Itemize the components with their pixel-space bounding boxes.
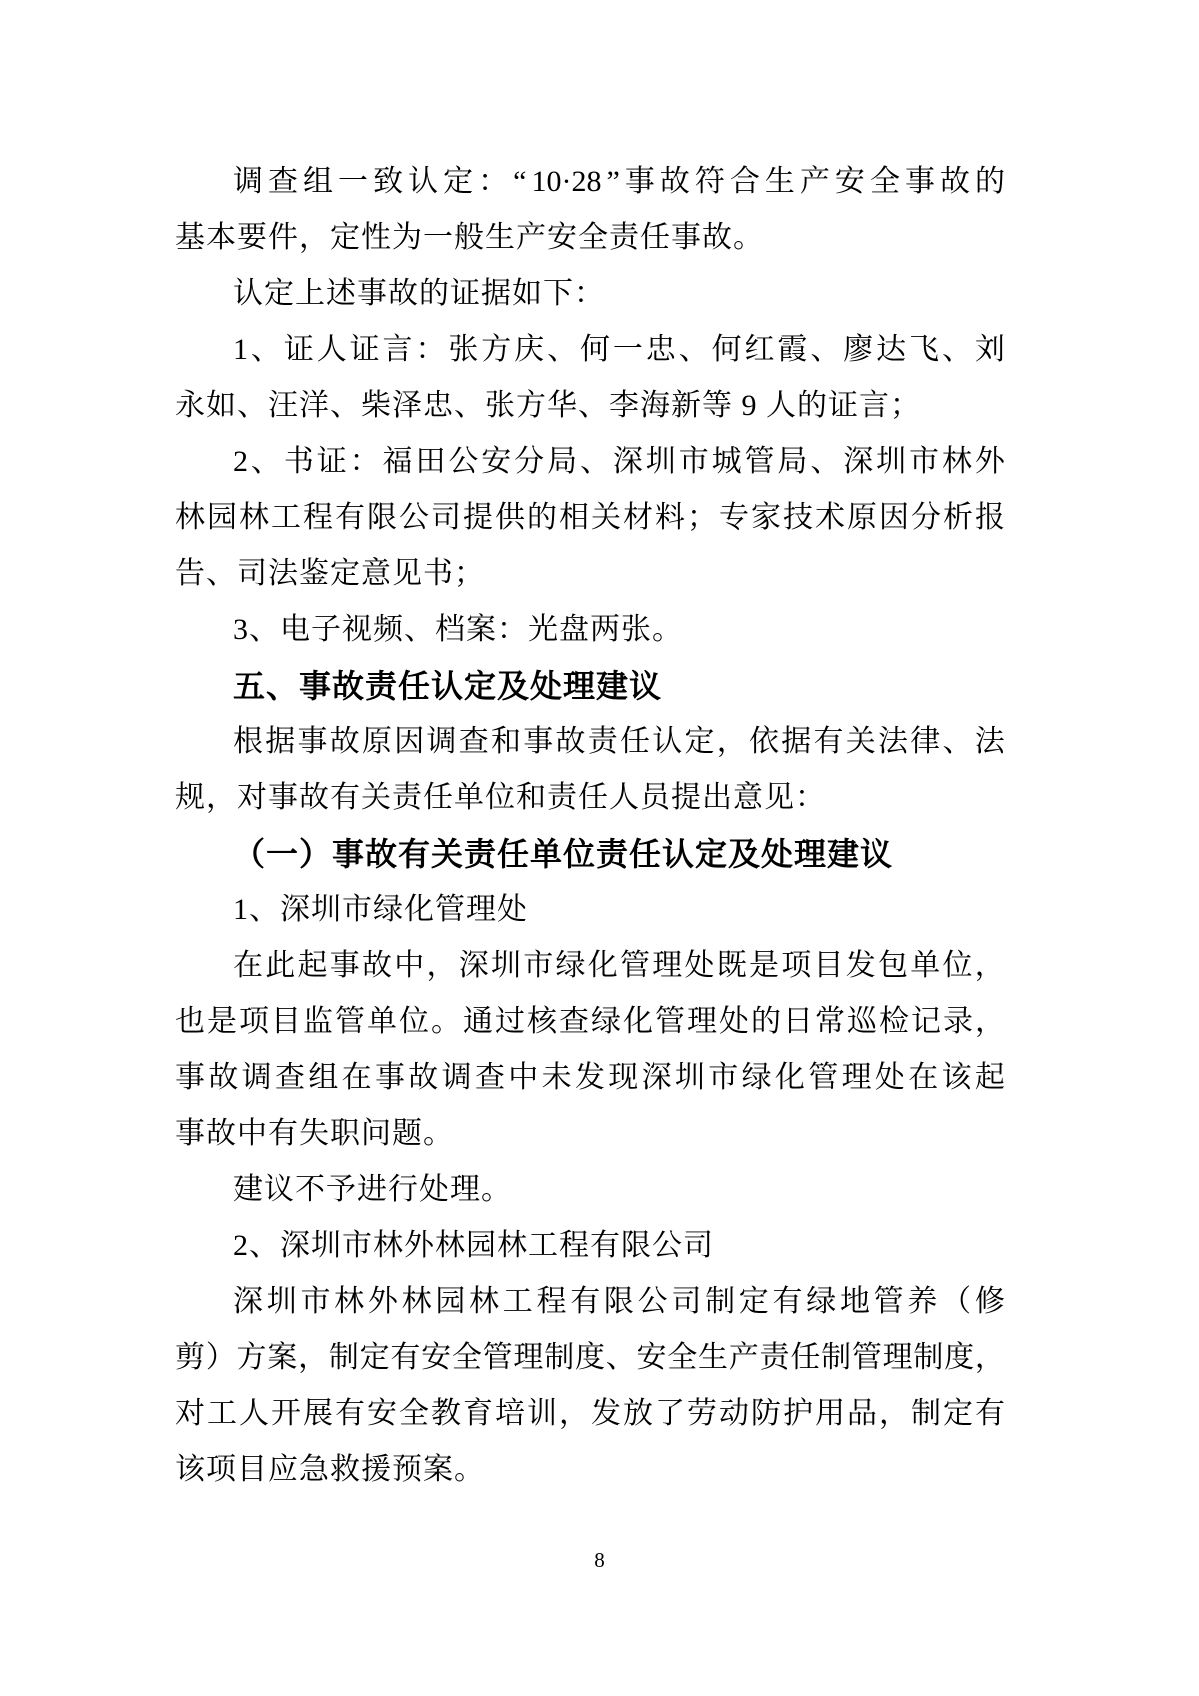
text-line: 根 据 事 故 原 因 调 查 和 事 故 责 任 认 定 ， 依 据 有 关 法 律 、 法 xyxy=(233,725,1005,758)
text-line: 在 此 起 事 故 中 ， 深 圳 市 绿 化 管 理 处 既 是 项 目 发 包 单 位 ， xyxy=(233,949,1005,982)
text-line: 认定上述事故的证据如下： xyxy=(233,277,605,310)
text-line: 该项目应急救援预案。 xyxy=(175,1453,485,1486)
text-line: 剪 ） 方 案 ， 制 定 有 安 全 管 理 制 度 、 安 全 生 产 责 任 制 管 理 制 度 ， xyxy=(175,1341,1005,1374)
text-line: 2 、 书 证 ： 福 田 公 安 分 局 、 深 圳 市 城 管 局 、 深 圳 市 林 外 xyxy=(233,445,1005,478)
text-line: 调 查 组 一 致 认 定 ： “ 10·28 ” 事 故 符 合 生 产 安 全 事 故 的 xyxy=(233,165,1005,198)
text-line: 建议不予进行处理。 xyxy=(233,1173,512,1206)
text-line: 事 故 调 查 组 在 事 故 调 查 中 未 发 现 深 圳 市 绿 化 管 理 处 在 该 起 xyxy=(175,1061,1005,1094)
text-line: 1 、 证 人 证 言 ： 张 方 庆 、 何 一 忠 、 何 红 霞 、 廖 达 飞 、 刘 xyxy=(233,333,1005,366)
text-line: 也 是 项 目 监 管 单 位 。 通 过 核 查 绿 化 管 理 处 的 日 常 巡 检 记 录 ， xyxy=(175,1005,1005,1038)
text-line: 1、深圳市绿化管理处 xyxy=(233,893,528,926)
text-line: 2、深圳市林外林园林工程有限公司 xyxy=(233,1229,714,1262)
text-line: 永如、汪洋、柴泽忠、张方华、李海新等 9 人的证言； xyxy=(175,389,921,422)
document-body xyxy=(175,154,1005,1498)
text-line: 林 园 林 工 程 有 限 公 司 提 供 的 相 关 材 料 ； 专 家 技 术 原 因 分 析 报 xyxy=(175,501,1005,534)
text-line: 深 圳 市 林 外 林 园 林 工 程 有 限 公 司 制 定 有 绿 地 管 养 （ 修 xyxy=(233,1285,1005,1318)
page-number: 8 xyxy=(594,1548,605,1572)
text-line: 对 工 人 开 展 有 安 全 教 育 培 训 ， 发 放 了 劳 动 防 护 用 品 ， 制 定 有 xyxy=(175,1397,1005,1430)
section-5-heading: 五、事故责任认定及处理建议 xyxy=(233,668,663,704)
text-line: 3、电子视频、档案：光盘两张。 xyxy=(233,613,683,646)
subsection-1-heading: （一）事故有关责任单位责任认定及处理建议 xyxy=(233,836,894,872)
text-line: 基本要件，定性为一般生产安全责任事故。 xyxy=(175,221,764,254)
text-line: 告、司法鉴定意见书； xyxy=(175,557,485,590)
text-line: 事故中有失职问题。 xyxy=(175,1117,454,1150)
text-line: 规，对事故有关责任单位和责任人员提出意见： xyxy=(175,781,826,814)
